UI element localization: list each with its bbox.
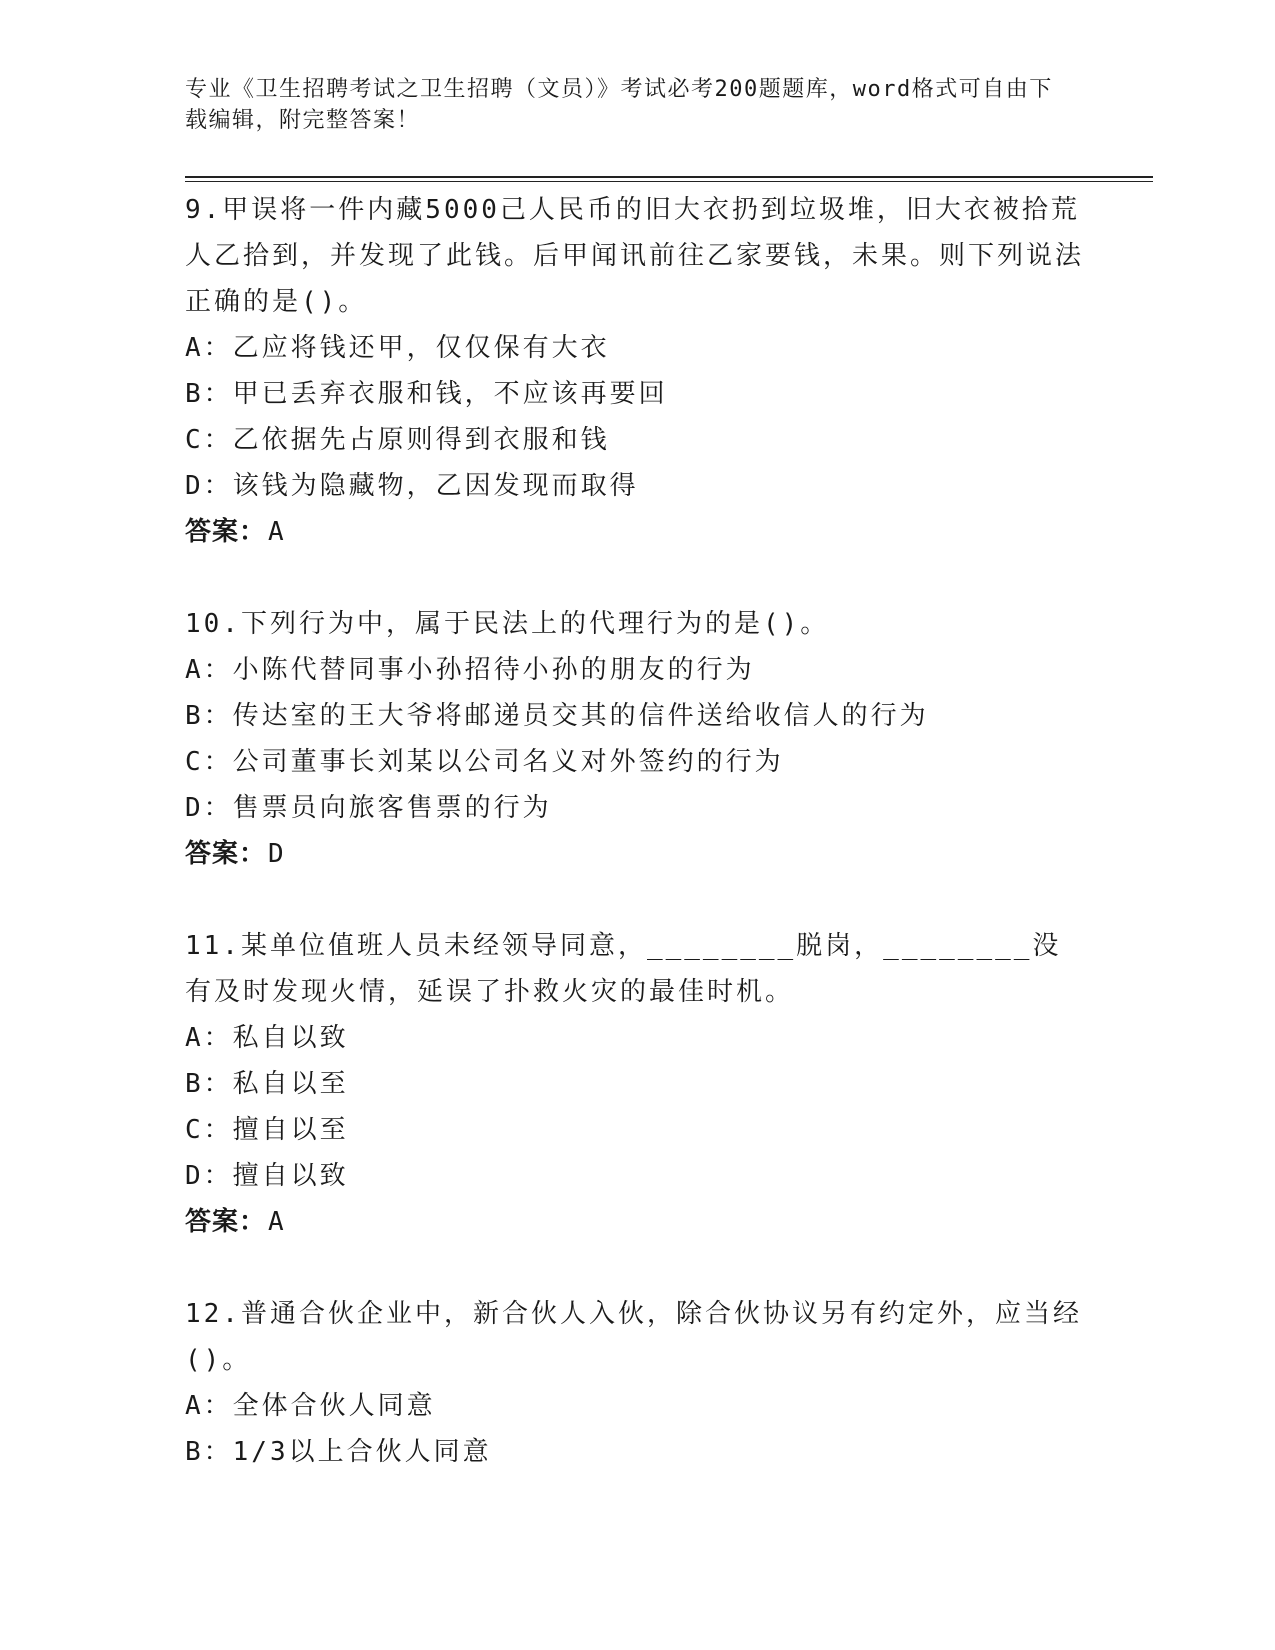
option-b: B：传达室的王大爷将邮递员交其的信件送给收信人的行为	[185, 701, 929, 731]
option-a: A：小陈代替同事小孙招待小孙的朋友的行为	[185, 655, 755, 685]
answer-value: A	[268, 1207, 285, 1237]
question-list	[185, 187, 1085, 1475]
question-12	[185, 1291, 1085, 1475]
option-a: A：全体合伙人同意	[185, 1391, 436, 1421]
question-10	[185, 601, 1085, 877]
option-b: B：私自以至	[185, 1069, 349, 1099]
header-divider-thin	[185, 181, 1153, 182]
question-stem: 9.甲误将一件内藏5000己人民币的旧大衣扔到垃圾堆，旧大衣被拾荒人乙拾到，并发现了此钱。后甲闻讯前往乙家要钱，未果。则下列说法正确的是()。	[185, 195, 1085, 317]
option-a: A：私自以致	[185, 1023, 349, 1053]
option-d: D：售票员向旅客售票的行为	[185, 793, 552, 823]
header-divider-thick	[185, 176, 1153, 178]
answer-line	[185, 509, 1085, 555]
answer-label: 答案：	[185, 1207, 267, 1237]
option-d: D：擅自以致	[185, 1161, 349, 1191]
answer-value: A	[268, 517, 285, 547]
answer-value: D	[268, 839, 285, 869]
option-c: C：擅自以至	[185, 1115, 349, 1145]
answer-label: 答案：	[185, 517, 267, 547]
answer-line	[185, 831, 1085, 877]
question-stem: 11.某单位值班人员未经领导同意，________脱岗，________没有及时发现火情，延误了扑救火灾的最佳时机。	[185, 931, 1062, 1007]
option-c: C：公司董事长刘某以公司名义对外签约的行为	[185, 747, 784, 777]
document-header: 专业《卫生招聘考试之卫生招聘（文员）》考试必考200题题库，word格式可自由下载编辑，附完整答案！	[185, 77, 1053, 133]
option-b: B：甲已丢弃衣服和钱，不应该再要回	[185, 379, 668, 409]
option-d: D：该钱为隐藏物，乙因发现而取得	[185, 471, 639, 501]
option-c: C：乙依据先占原则得到衣服和钱	[185, 425, 610, 455]
question-stem: 12.普通合伙企业中，新合伙人入伙，除合伙协议另有约定外，应当经()。	[185, 1299, 1082, 1375]
option-b: B：1/3以上合伙人同意	[185, 1437, 492, 1467]
option-a: A：乙应将钱还甲，仅仅保有大衣	[185, 333, 610, 363]
question-stem: 10.下列行为中，属于民法上的代理行为的是()。	[185, 609, 830, 639]
answer-line	[185, 1199, 1085, 1245]
answer-label: 答案：	[185, 839, 267, 869]
question-9	[185, 187, 1085, 555]
question-11	[185, 923, 1085, 1245]
